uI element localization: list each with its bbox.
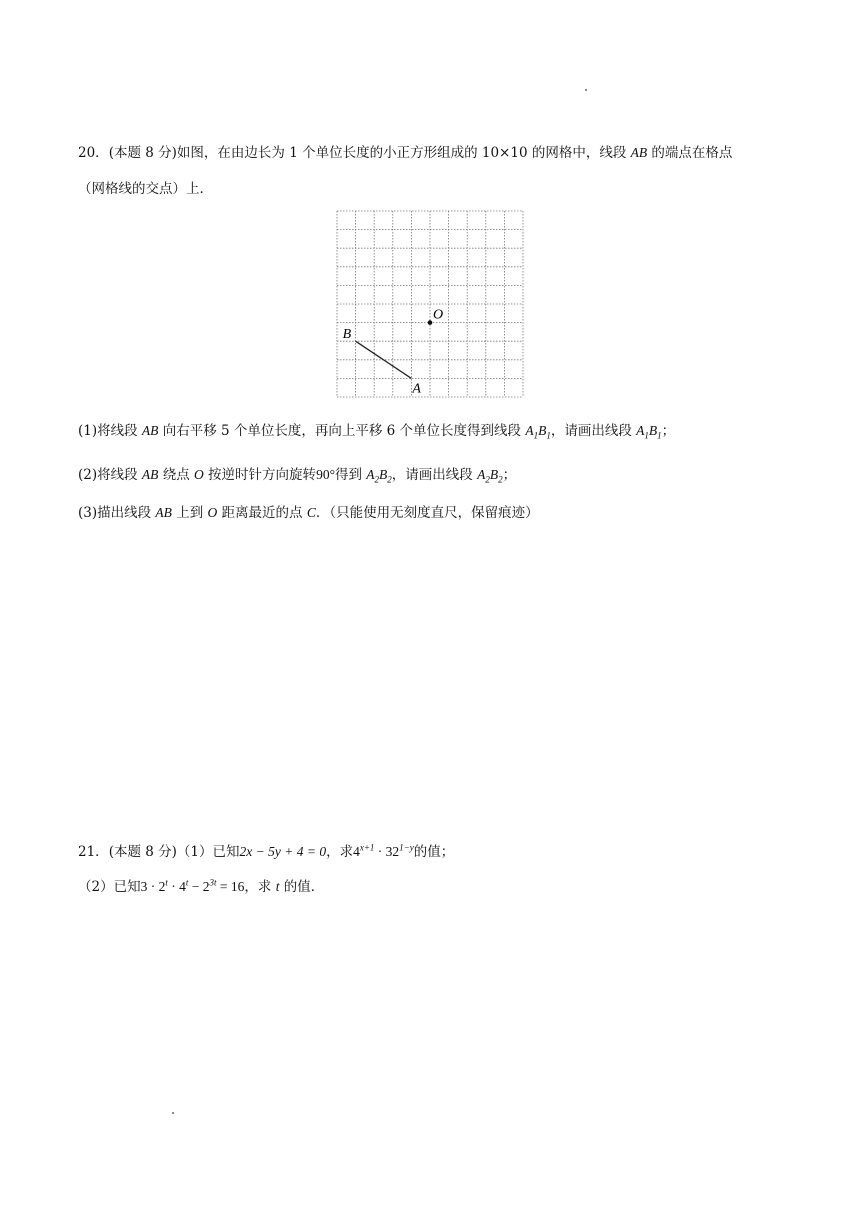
point-o <box>428 320 433 325</box>
q20-part1-ab: AB <box>141 423 159 438</box>
a2-letter: A <box>477 467 486 482</box>
q20-part2 <box>78 465 516 485</box>
q20-part2-ab: AB <box>141 467 159 482</box>
q20-part1-a: (1)将线段 <box>78 423 142 439</box>
b1-sub: 1 <box>657 430 662 441</box>
q21-eq2 <box>141 879 245 894</box>
expr1-dot: · <box>374 844 386 859</box>
eq2-c: − 2 <box>188 879 210 894</box>
q20-intro-a: 如图，在由边长为 1 个单位长度的小正方形组成的 10×10 的网格中，线段 <box>176 145 631 161</box>
q20-part3-d: ．（只能使用无刻度直尺，保留痕迹） <box>315 505 539 521</box>
b1-sub: 1 <box>546 430 551 441</box>
q21-part2-b: ，求 <box>244 879 276 895</box>
a2-sub: 2 <box>485 474 490 485</box>
q21-t: t <box>275 879 280 894</box>
expr1-base2: 32 <box>385 844 400 859</box>
q21-expr1 <box>353 844 414 859</box>
a1-letter: A <box>636 423 645 438</box>
q20-part2-b: 绕点 <box>158 467 195 483</box>
b2-letter: B <box>489 467 499 482</box>
q20-a2b2-2 <box>477 467 503 485</box>
eq2-exp2: t <box>185 877 189 888</box>
b2-letter: B <box>379 467 388 482</box>
q20-part2-a: (2)将线段 <box>78 467 142 483</box>
a1-sub: 1 <box>644 430 649 441</box>
label-a: A <box>412 381 421 397</box>
q20-points: (本题 8 分) <box>108 145 177 161</box>
q20-part3-b: 上到 <box>171 505 208 521</box>
q20-part3-c-point: C <box>306 505 316 520</box>
q20-part1-c: ，请画出线段 <box>550 423 637 439</box>
q21-line1 <box>78 842 454 862</box>
b1-letter: B <box>538 423 547 438</box>
q20-part3-c: 距离最近的点 <box>217 505 307 521</box>
q20-part3-a: (3)描出线段 <box>78 505 156 521</box>
q21-part2-c: 的值． <box>279 879 325 895</box>
q21-part1-a: （1）已知 <box>176 844 240 860</box>
a2-sub: 2 <box>374 474 380 485</box>
eq2-exp1: t <box>165 877 168 888</box>
eq2-a: 3 · 2 <box>140 879 166 894</box>
expr1-exp2: 1−y <box>399 842 414 853</box>
a1-letter: A <box>525 423 534 438</box>
q21-number: 21． <box>78 844 109 860</box>
eq2-d: = 16 <box>216 879 245 894</box>
expr1-exp1: x+1 <box>359 842 375 853</box>
q20-part3 <box>78 503 539 523</box>
q20-a1b1 <box>525 423 551 441</box>
q20-part2-e: ，请画出线段 <box>391 467 478 483</box>
q20-part2-c: 按逆时针方向旋转 <box>203 467 317 483</box>
eq2-exp3: 3t <box>209 877 217 888</box>
q20-part1-end: ； <box>661 423 676 439</box>
grid-figure <box>335 209 527 403</box>
q20-line2 <box>78 179 213 199</box>
scan-dot-top <box>585 89 587 91</box>
b2-sub: 2 <box>387 474 392 485</box>
label-o: O <box>433 307 444 323</box>
a2-letter: A <box>366 467 375 482</box>
a1-sub: 1 <box>533 430 539 441</box>
q20-a2b2 <box>366 467 392 485</box>
q20-a1b1-2 <box>636 423 662 441</box>
q20-part2-end: ； <box>502 467 517 483</box>
eq2-b: · 4 <box>167 879 186 894</box>
q20-part2-o: O <box>194 467 204 482</box>
q20-part1-b: 向右平移 5 个单位长度，再向上平移 6 个单位长度得到线段 <box>158 423 526 439</box>
q20-part2-d: 得到 <box>334 467 367 483</box>
q20-part3-ab: AB <box>155 505 172 520</box>
b2-sub: 2 <box>498 474 503 485</box>
q21-part1-b: ，求 <box>326 844 354 860</box>
b1-letter: B <box>648 423 658 438</box>
q21-part1-c: 的值； <box>413 844 455 860</box>
q20-intro-b: 的端点在格点 <box>647 145 733 161</box>
label-b: B <box>342 327 352 343</box>
q21-part2-a: （2）已知 <box>78 879 141 895</box>
q20-line1 <box>78 143 732 163</box>
scan-dot-bottom <box>172 1112 174 1114</box>
q21-eq1: 2x − 5y + 4 = 0 <box>239 844 327 859</box>
q20-angle: 90° <box>316 467 335 482</box>
q20-ab: AB <box>630 145 648 160</box>
q20-part3-o: O <box>207 505 218 520</box>
q21-points: (本题 8 分) <box>108 844 177 860</box>
q20-intro-line2: （网格线的交点）上． <box>78 181 213 197</box>
grid-lines <box>337 211 523 397</box>
q21-line2 <box>78 877 324 897</box>
q20-part1 <box>78 421 675 441</box>
expr1-base1: 4 <box>353 844 360 859</box>
q20-number: 20． <box>78 145 109 161</box>
